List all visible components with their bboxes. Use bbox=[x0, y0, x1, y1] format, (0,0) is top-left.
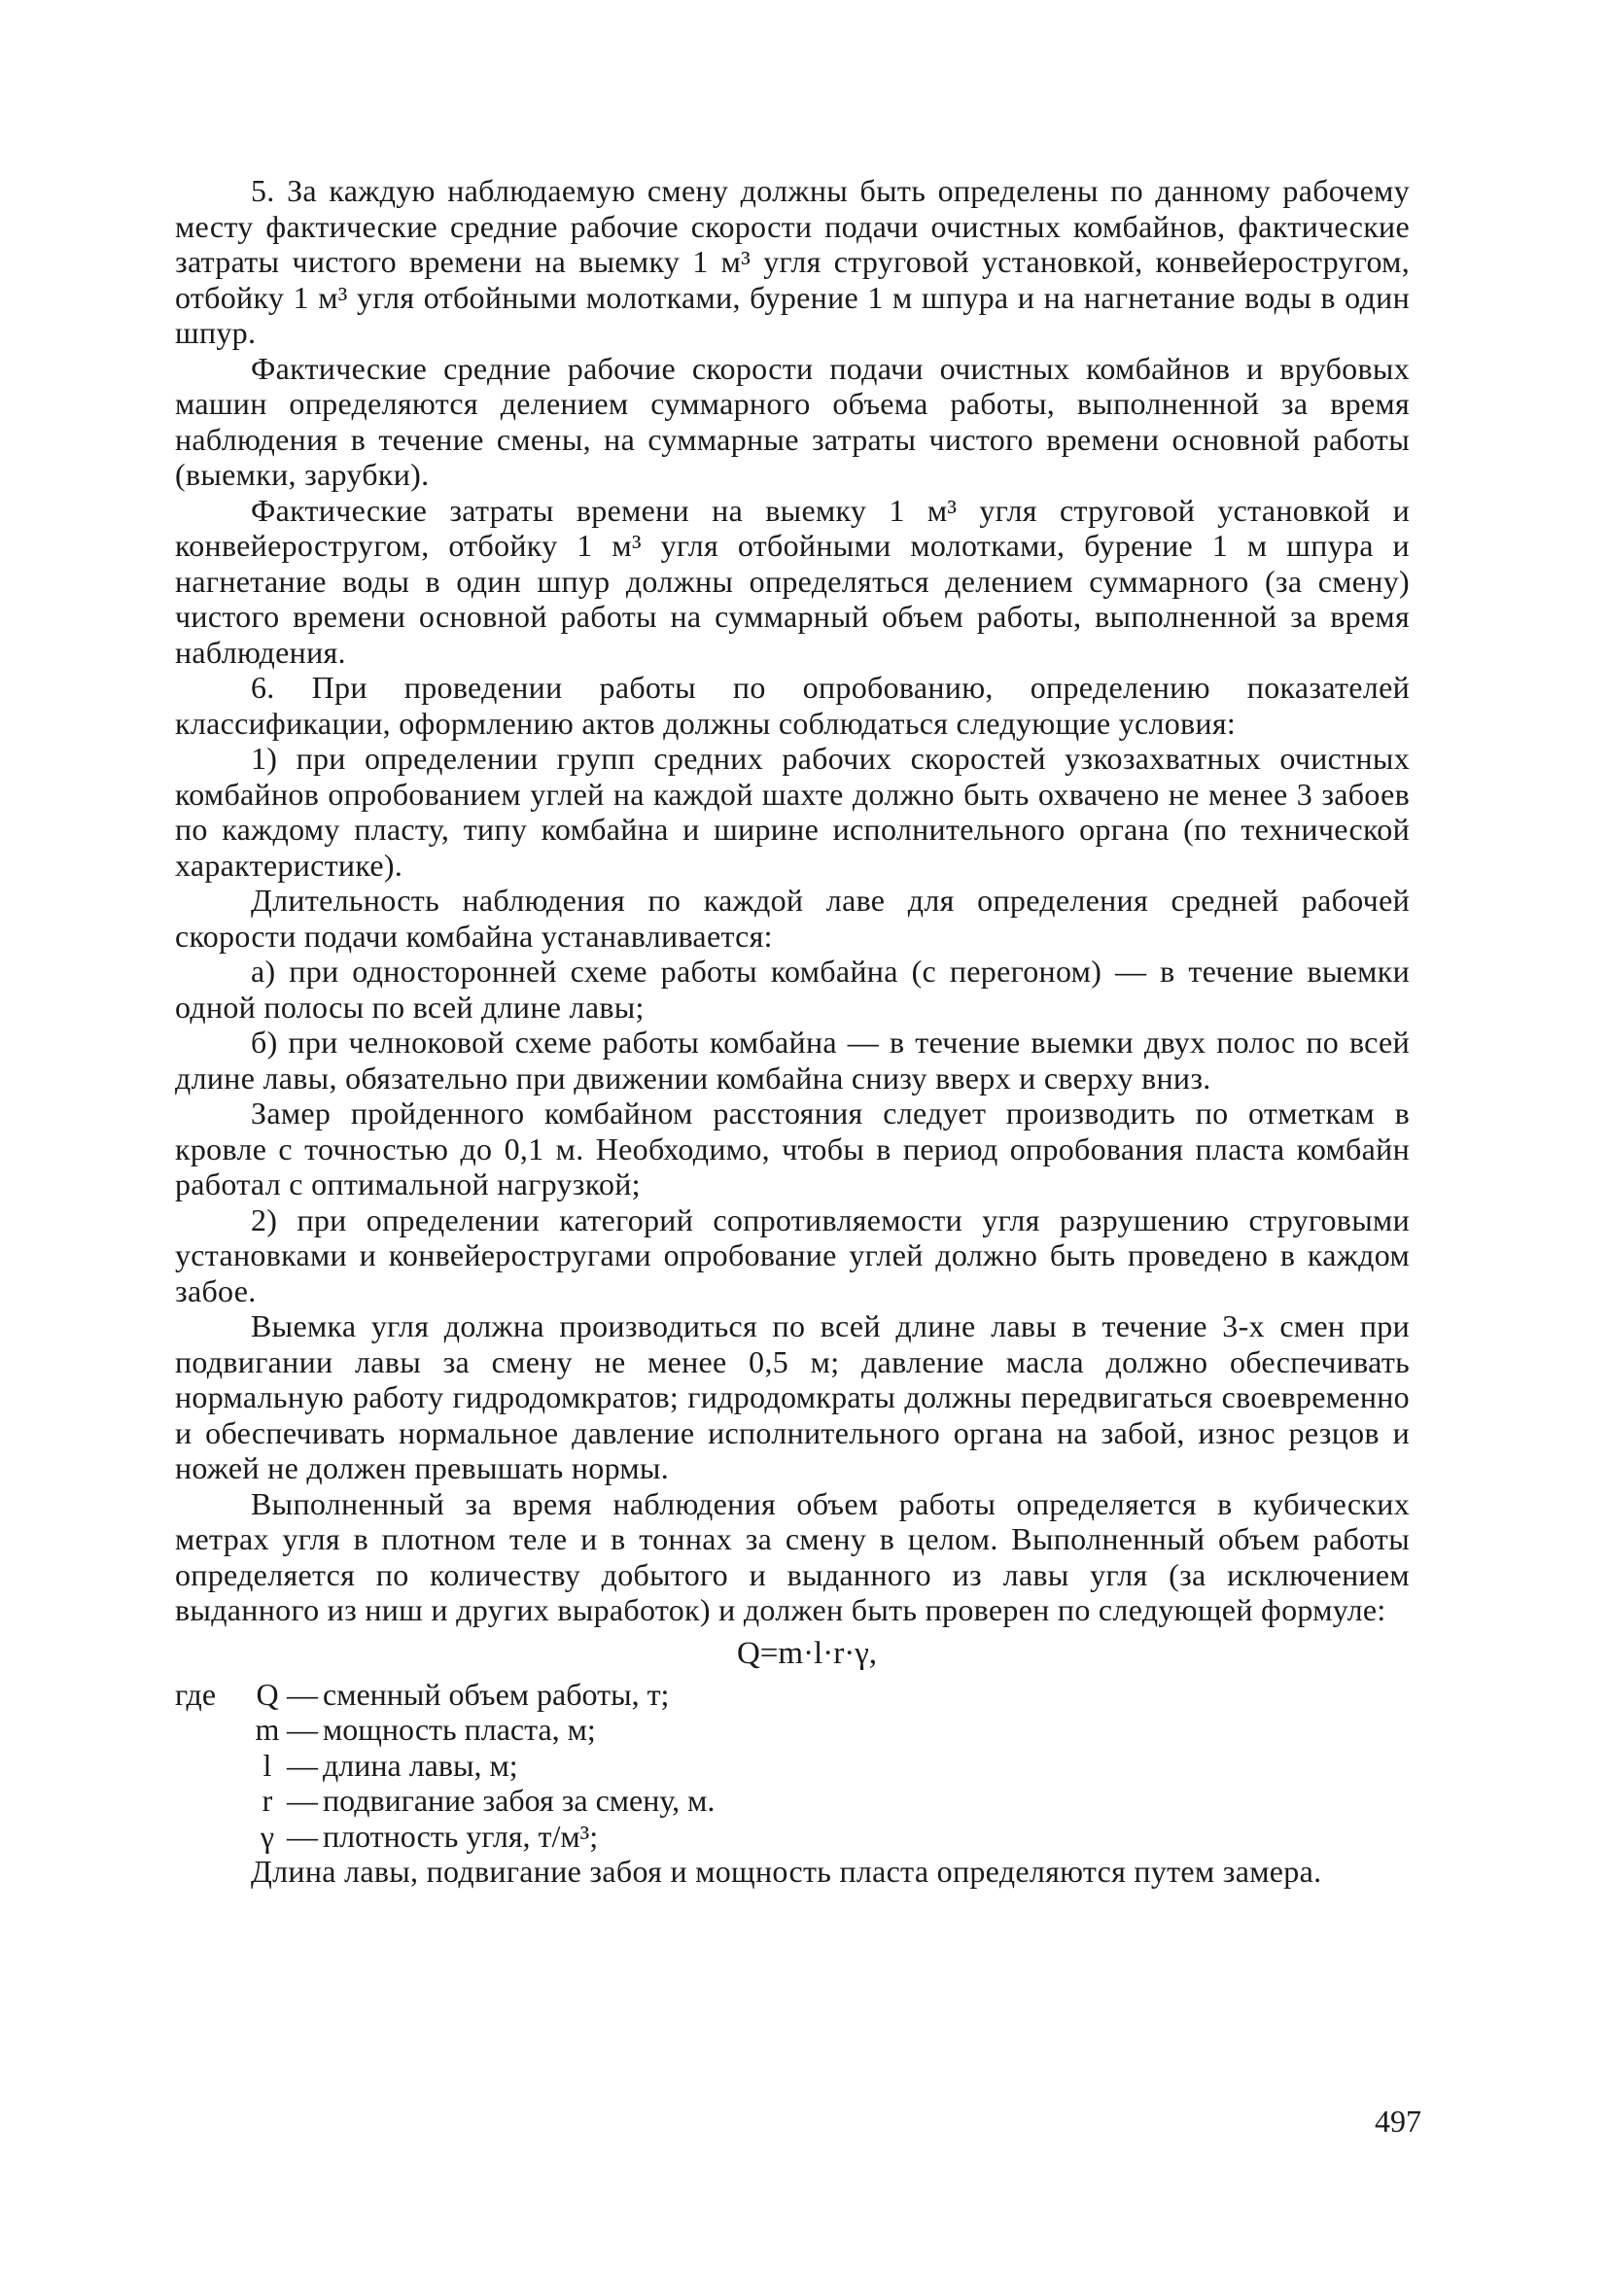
paragraph-1: 5. За каждую наблюдаемую смену должны быть определены по данному рабочему месту фактические средние рабочие скорости подачи очистных комбайнов, фактические затраты чистого времени на выемку 1 м³ угля струговой установкой, конвейеростругом, отбойку 1 м³ угля отбойными молотками, бурение 1 м шпура и на нагнетание воды в один шпур. bbox=[175, 173, 1410, 350]
definition-dash: — bbox=[287, 1783, 318, 1818]
paragraph-6: Длительность наблюдения по каждой лаве для определения средней рабочей скорости подачи комбайна устанавливается: bbox=[175, 883, 1410, 954]
paragraph-9: Замер пройденного комбайном расстояния следует производить по отметкам в кровле с точностью до 0,1 м. Необходимо, чтобы в период опробования пласта комбайн работал с оптимальной нагрузкой; bbox=[175, 1096, 1410, 1201]
paragraph-4: 6. При проведении работы по опробованию, определению показателей классификации, оформлению актов должны соблюдаться следующие условия: bbox=[175, 670, 1410, 741]
page-body bbox=[175, 173, 1410, 1890]
definition-row bbox=[175, 1819, 1410, 1855]
definition-dash: — bbox=[287, 1712, 318, 1747]
definition-text: длина лавы, м; bbox=[323, 1747, 518, 1783]
definition-row bbox=[175, 1783, 1410, 1819]
definition-dash: — bbox=[287, 1747, 318, 1783]
paragraph-2: Фактические средние рабочие скорости подачи очистных комбайнов и врубовых машин определяются делением суммарного объема работы, выполненной за время наблюдения в течение смены, на суммарные затраты чистого времени основной работы (выемки, зарубки). bbox=[175, 350, 1410, 492]
definition-text: подвигание забоя за смену, м. bbox=[323, 1783, 716, 1818]
definition-text: плотность угля, т/м³; bbox=[323, 1818, 599, 1854]
page-number: 497 bbox=[1375, 2104, 1421, 2139]
definition-text: сменный объем работы, т; bbox=[323, 1676, 670, 1712]
definition-dash: — bbox=[287, 1676, 318, 1712]
closing-paragraph: Длина лавы, подвигание забоя и мощность пласта определяются путем замера. bbox=[251, 1854, 1322, 1889]
definition-text: мощность пласта, м; bbox=[323, 1712, 596, 1747]
paragraph-10: 2) при определении категорий сопротивляемости угля разрушению струговыми установками и конвейеростругами опробование углей должно быть проведено в каждом забое. bbox=[175, 1201, 1410, 1308]
paragraph-8: б) при челноковой схеме работы комбайна — в течение выемки двух полос по всей длине лавы, обязательно при движении комбайна снизу вверх и сверху вниз. bbox=[175, 1025, 1410, 1096]
paragraph-3: Фактические затраты времени на выемку 1 м³ угля струговой установкой и конвейеростругом, отбойку 1 м³ угля отбойными молотками, бурение 1 м шпура и нагнетание воды в один шпур должны определяться делением суммарного (за смену) чистого времени основной работы на суммарный объем работы, выполненной за время наблюдения. bbox=[175, 492, 1410, 670]
definition-symbol: r bbox=[262, 1783, 273, 1818]
paragraph-5: 1) при определении групп средних рабочих скоростей узкозахватных очистных комбайнов опробованием углей на каждой шахте должно быть охвачено не менее 3 забоев по каждому пласту, типу комбайна и ширине исполнительного органа (по технической характеристике). bbox=[175, 741, 1410, 883]
definition-dash: — bbox=[287, 1818, 318, 1854]
paragraph-11: Выемка угля должна производиться по всей длине лавы в течение 3-х смен при подвигании лавы за смену не менее 0,5 м; давление масла должно обеспечивать нормальную работу гидродомкратов; гидродомкраты должны передвигаться своевременно и обеспечивать нормальное давление исполнительного органа на забой, износ резцов и ножей не должен превышать нормы. bbox=[175, 1308, 1410, 1485]
definition-row bbox=[175, 1712, 1410, 1748]
definition-symbol: l bbox=[262, 1747, 272, 1783]
definition-symbol: γ bbox=[260, 1818, 275, 1854]
paragraph-12: Выполненный за время наблюдения объем работы определяется в кубических метрах угля в плотном теле и в тоннах за смену в целом. Выполненный объем работы определяется по количеству добытого и выданного из лавы угля (за исключением выданного из ниш и других выработок) и должен быть проверен по следующей формуле: bbox=[175, 1485, 1410, 1627]
definition-row bbox=[175, 1748, 1410, 1784]
paragraph-7: а) при односторонней схеме работы комбайна (с перегоном) — в течение выемки одной полосы по всей длине лавы; bbox=[175, 954, 1410, 1025]
definition-symbol: m bbox=[255, 1712, 280, 1747]
formula: Q=m·l·r·γ, bbox=[736, 1635, 878, 1671]
definition-lead: где bbox=[175, 1676, 217, 1712]
definition-row bbox=[175, 1677, 1410, 1713]
formula-definitions bbox=[175, 1677, 1410, 1855]
definition-symbol: Q bbox=[256, 1676, 279, 1712]
